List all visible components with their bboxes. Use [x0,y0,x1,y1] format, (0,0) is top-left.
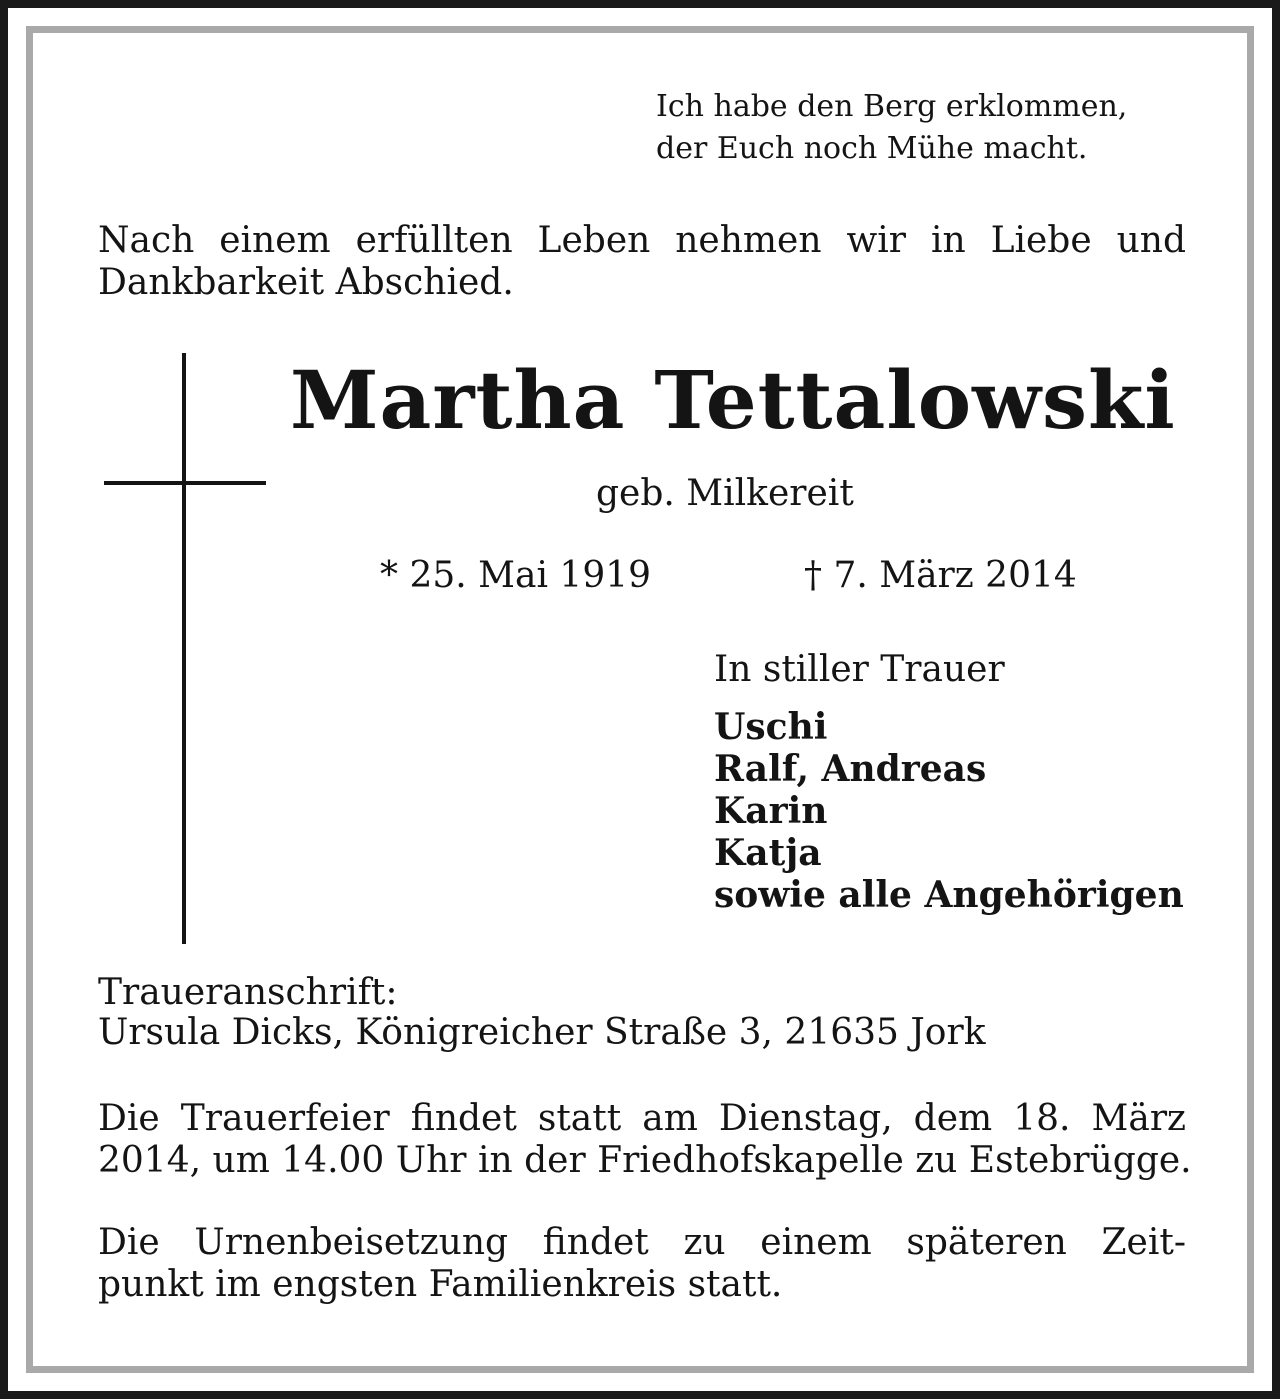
death-date: † 7. März 2014 [804,555,1077,596]
ceremony-line-1: Die Trauerfeier findet statt am Dienstag, dem 18. März [98,1098,1186,1139]
deceased-name: Martha Tettalowski [290,353,1176,447]
burial-line-1: Die Urnenbeisetzung findet zu einem späteren Zeit- [98,1222,1186,1263]
intro-line-1: Nach einem erfüllten Leben nehmen wir in Liebe und [98,220,1186,261]
address-label: Traueranschrift: [98,972,398,1013]
cross-icon-horizontal [104,481,266,485]
mourner-name: Katja [714,832,822,874]
motto-line-1: Ich habe den Berg erklommen, [656,89,1128,124]
birth-date: * 25. Mai 1919 [380,555,652,596]
maiden-name: geb. Milkereit [596,473,854,514]
motto-line-2: der Euch noch Mühe macht. [656,131,1088,166]
address-text: Ursula Dicks, Königreicher Straße 3, 21635 Jork [98,1012,986,1053]
mourner-name: sowie alle Angehörigen [714,874,1184,916]
mourner-name: Karin [714,790,828,832]
intro-line-2: Dankbarkeit Abschied. [98,262,514,303]
mourners-heading: In stiller Trauer [714,649,1005,690]
mourner-name: Uschi [714,706,828,748]
burial-line-2: punkt im engsten Familienkreis statt. [98,1264,783,1305]
mourner-name: Ralf, Andreas [714,748,987,790]
ceremony-line-2: 2014, um 14.00 Uhr in der Friedhofskapelle zu Estebrügge. [98,1140,1192,1181]
